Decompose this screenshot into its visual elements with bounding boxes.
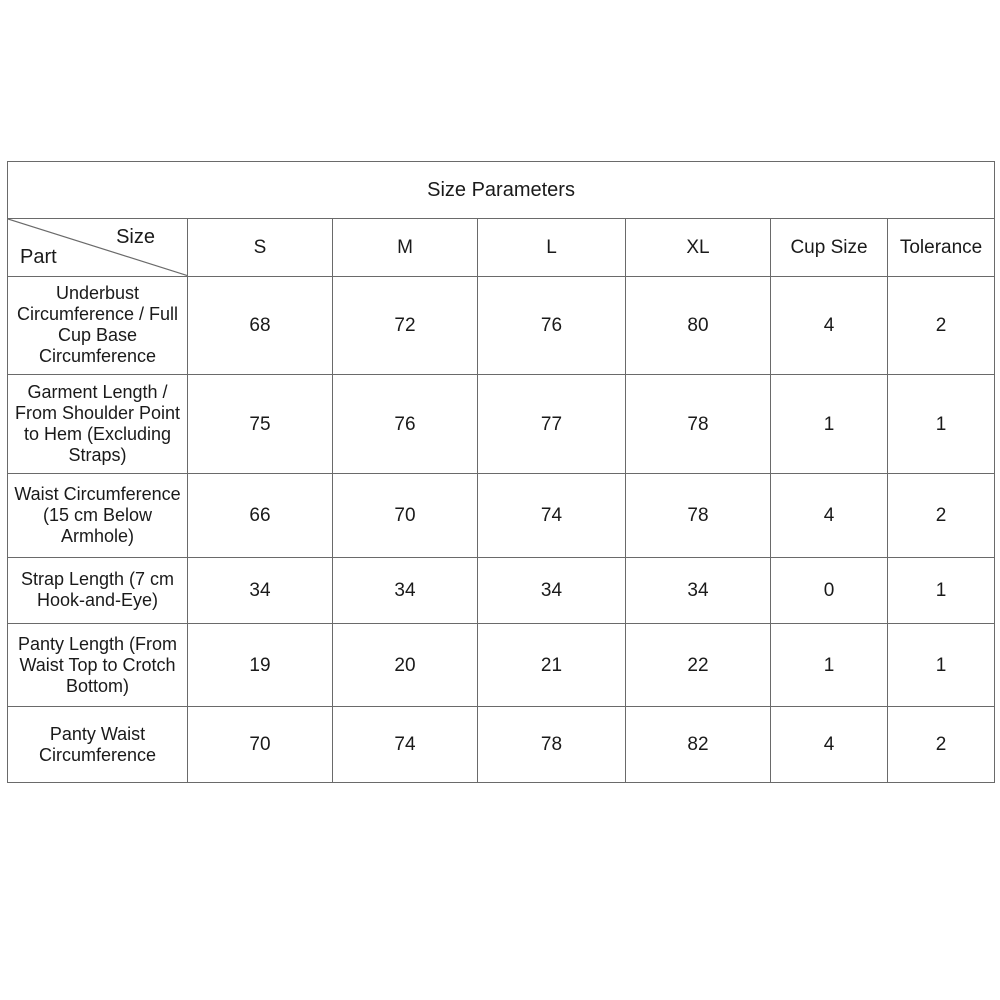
value-cell: 72 <box>333 276 478 374</box>
value-cell: 76 <box>478 276 626 374</box>
table-row <box>8 374 995 474</box>
value-cell: 2 <box>888 707 995 783</box>
value-cell: 2 <box>888 474 995 558</box>
column-header-xl: XL <box>626 219 771 276</box>
value-cell: 34 <box>626 558 771 624</box>
value-cell: 34 <box>333 558 478 624</box>
table-row <box>8 474 995 558</box>
value-cell: 1 <box>888 558 995 624</box>
table-row <box>8 623 995 707</box>
column-header-l: L <box>478 219 626 276</box>
value-cell: 80 <box>626 276 771 374</box>
value-cell: 66 <box>188 474 333 558</box>
value-cell: 0 <box>771 558 888 624</box>
value-cell: 1 <box>771 374 888 474</box>
value-cell: 34 <box>478 558 626 624</box>
table-title: Size Parameters <box>8 162 995 219</box>
size-parameters-table <box>7 161 995 783</box>
value-cell: 74 <box>333 707 478 783</box>
value-cell: 1 <box>888 374 995 474</box>
part-label: Panty Waist Circumference <box>8 707 188 783</box>
column-header-tolerance: Tolerance <box>888 219 995 276</box>
table-row <box>8 707 995 783</box>
value-cell: 78 <box>626 374 771 474</box>
column-header-s: S <box>188 219 333 276</box>
part-label: Waist Circumference (15 cm Below Armhole) <box>8 474 188 558</box>
value-cell: 1 <box>771 623 888 707</box>
value-cell: 19 <box>188 623 333 707</box>
corner-cell <box>8 219 188 276</box>
value-cell: 1 <box>888 623 995 707</box>
part-axis-label: Part <box>20 245 57 268</box>
value-cell: 70 <box>333 474 478 558</box>
value-cell: 75 <box>188 374 333 474</box>
value-cell: 70 <box>188 707 333 783</box>
value-cell: 78 <box>478 707 626 783</box>
part-label: Garment Length / From Shoulder Point to Hem (Excluding Straps) <box>8 374 188 474</box>
value-cell: 20 <box>333 623 478 707</box>
size-axis-label: Size <box>116 226 155 249</box>
value-cell: 34 <box>188 558 333 624</box>
column-header-cup-size: Cup Size <box>771 219 888 276</box>
value-cell: 4 <box>771 707 888 783</box>
part-label: Strap Length (7 cm Hook-and-Eye) <box>8 558 188 624</box>
value-cell: 2 <box>888 276 995 374</box>
value-cell: 76 <box>333 374 478 474</box>
value-cell: 21 <box>478 623 626 707</box>
value-cell: 78 <box>626 474 771 558</box>
value-cell: 74 <box>478 474 626 558</box>
column-header-m: M <box>333 219 478 276</box>
value-cell: 4 <box>771 276 888 374</box>
part-label: Underbust Circumference / Full Cup Base Circumference <box>8 276 188 374</box>
value-cell: 82 <box>626 707 771 783</box>
value-cell: 77 <box>478 374 626 474</box>
part-label: Panty Length (From Waist Top to Crotch Bottom) <box>8 623 188 707</box>
header-row <box>8 219 995 276</box>
table-row <box>8 276 995 374</box>
value-cell: 68 <box>188 276 333 374</box>
value-cell: 4 <box>771 474 888 558</box>
table-row <box>8 558 995 624</box>
value-cell: 22 <box>626 623 771 707</box>
